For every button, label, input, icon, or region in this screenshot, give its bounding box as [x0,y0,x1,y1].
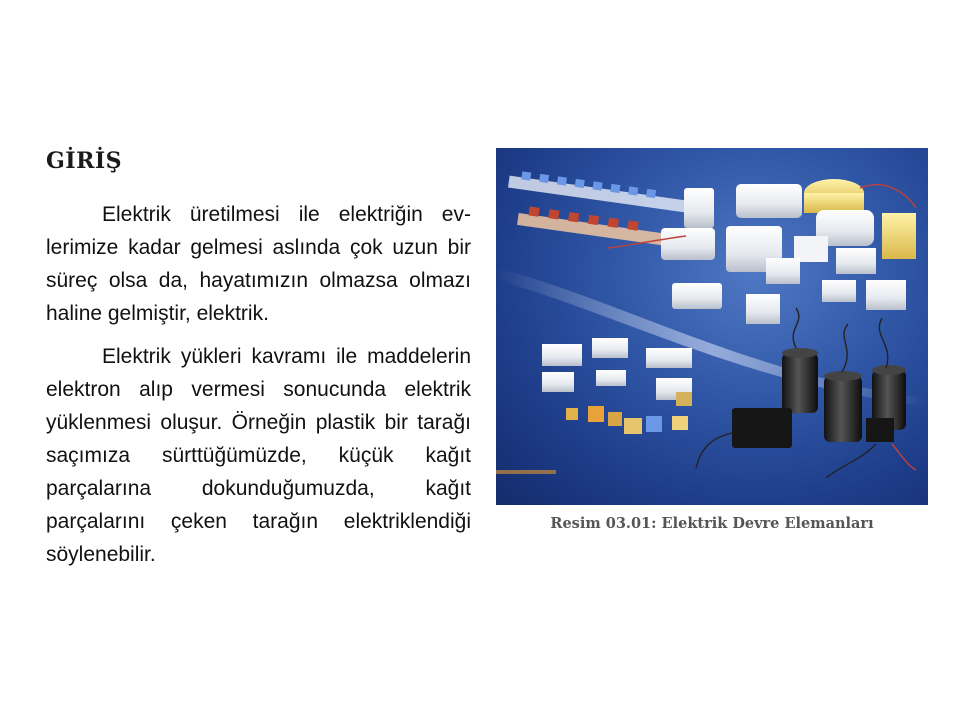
section-heading: GİRİŞ [46,148,123,174]
capacitors-photo [496,148,928,505]
paragraph: Elektrik üretilmesi ile elektriğin evlerimize kadar gelmesi aslında çok uzun bir süreç olsa da, hayatımızın olmazsa olmazı haline gelmiştir, elektrik. [46,203,471,325]
paragraph: Elektrik yükleri kavramı ile maddelerin elektron alıp vermesi sonucunda elektrik yüklenmesi oluşur. Örneğin plastik bir tarağı saçımıza sürttüğümüzde, küçük kağıt parçalarına dokunduğumuzda, kağıt parçalarını çeken tarağın elektriklendiği söylenebilir. [46,345,471,566]
figure-caption: Resim 03.01: Elektrik Devre Elemanları [550,515,874,532]
body-text [46,198,471,581]
capacitors-photo-icon [496,148,928,505]
